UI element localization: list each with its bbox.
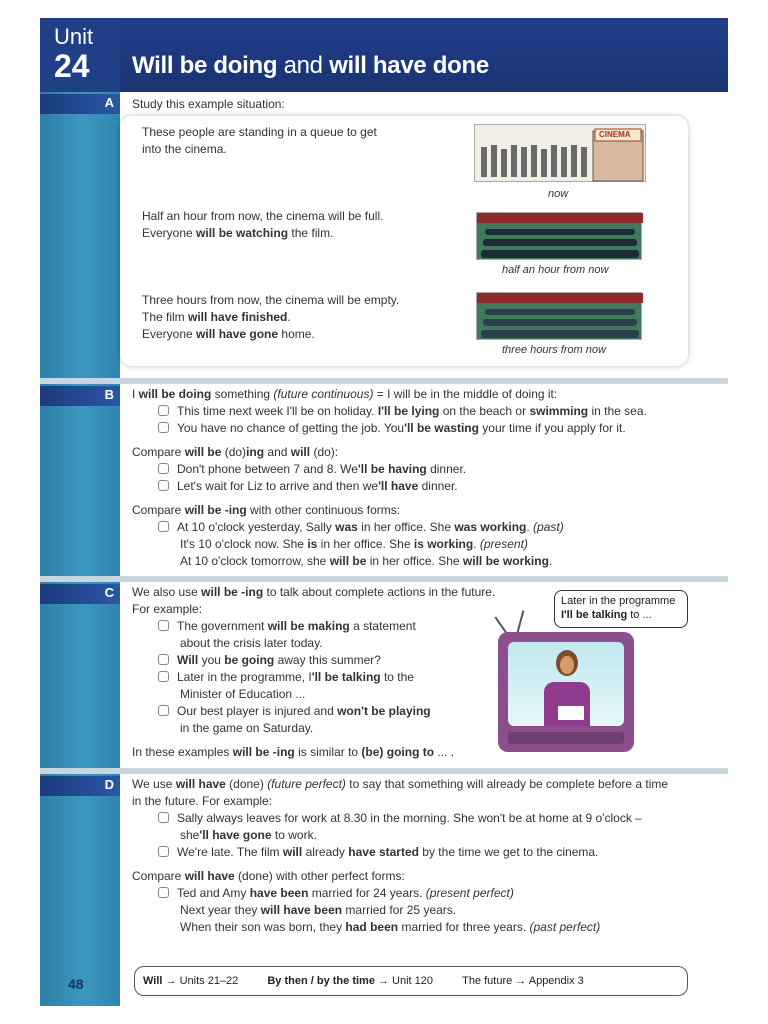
presenter-face — [560, 656, 574, 674]
page — [40, 18, 728, 1006]
page-title: Will be doing and will have done — [132, 52, 489, 79]
section-tab-a — [40, 94, 120, 114]
section-d-content: We use will have (done) (future perfect) to say that something will already be complete before a time in the future. For example: Sally always leaves for work at 8.30 in the morning. She won't be at home at 9 o'clock – she'll have gone to work. We're late. The film will already have started by the time we get to the cinema. Compare will have (done) with other perfect forms: Ted and Amy have been married for 24 years. (present perfect) Next year they will have been married for 25 years. When their son was born, they had been married for three years. (past perfect) — [132, 777, 669, 934]
section-letter: C — [104, 585, 114, 600]
section-tab-c — [40, 584, 120, 604]
para-queue: These people are standing in a queue to get into the cinema. — [142, 125, 377, 156]
bullet-icon — [158, 846, 169, 857]
ref-will[interactable]: Will → Units 21–22 — [143, 975, 239, 987]
bullet-icon — [158, 620, 169, 631]
section-letter: B — [104, 387, 114, 402]
section-a-intro: Study this example situation: — [132, 97, 285, 111]
section-b-content: I will be doing something (future continuous) = I will be in the middle of doing it: This time next week I'll be on holiday. I'll be lying on the beach or swimming in the sea. You have no chance of getting the job. You'll be wasting your time if you apply for it. Compare will be (do)ing and will (do): Don't phone between 7 and 8. We'll be having dinner. Let's wait for Liz to arrive and then we'll have dinner. Compare will be -ing with other continuous forms: At 10 o'clock yesterday, Sally was in her office. She was working. (past) It's 10 o'clock now. She is in her office. She is working. (present) At 10 o'clock tomorrow, she will be in her office. She will be working. — [132, 387, 647, 568]
divider — [40, 378, 728, 384]
empty-seats-icon — [477, 293, 643, 341]
caption-three-hours: three hours from now — [502, 344, 606, 356]
bullet-icon — [158, 705, 169, 716]
cross-reference-box — [134, 966, 688, 996]
divider — [40, 768, 728, 774]
empty-cinema-illustration — [476, 292, 642, 340]
para-empty: Three hours from now, the cinema will be empty. The film will have finished. Everyone will have gone home. — [142, 293, 400, 341]
cinema-sign: CINEMA — [599, 130, 631, 139]
section-c-content: We also use will be -ing to talk about complete actions in the future. For example: The government will be making a statement about the crisis later today. Will you be going away this summer? Later in the programme, I'll be talking to the Minister of Education ... Our best player is injured and won't be playing in the game on Saturday. In these examples will be -ing is similar to (be) going to ... . — [132, 585, 496, 759]
caption-now: now — [548, 188, 569, 200]
section-tab-d — [40, 776, 120, 796]
bullet-icon — [158, 812, 169, 823]
section-letter: D — [104, 777, 114, 792]
tv-controls — [508, 732, 624, 744]
sidebar — [40, 18, 120, 1006]
unit-label: Unit — [54, 24, 94, 49]
bullet-icon — [158, 521, 169, 532]
bullet-icon — [158, 671, 169, 682]
tv-screen — [508, 642, 624, 726]
page-number: 48 — [68, 976, 84, 992]
audience-icon — [477, 213, 643, 261]
example-situation-box — [120, 116, 688, 366]
bullet-icon — [158, 480, 169, 491]
bullet-icon — [158, 422, 169, 433]
tv-illustration — [498, 632, 634, 752]
full-cinema-illustration — [476, 212, 642, 260]
bullet-icon — [158, 654, 169, 665]
title-banner — [120, 18, 728, 92]
queue-illustration — [474, 124, 646, 182]
paper-icon — [558, 706, 584, 720]
ref-by-then[interactable]: By then / by the time → Unit 120 — [267, 975, 434, 987]
ref-future[interactable]: The future → Appendix 3 — [462, 975, 584, 987]
bullet-icon — [158, 887, 169, 898]
section-letter: A — [104, 95, 114, 110]
bullet-icon — [158, 463, 169, 474]
para-full: Half an hour from now, the cinema will be full. Everyone will be watching the film. — [142, 209, 384, 240]
unit-badge — [40, 18, 120, 92]
caption-half-hour: half an hour from now — [502, 264, 609, 276]
bullet-icon — [158, 405, 169, 416]
section-tab-b — [40, 386, 120, 406]
divider — [40, 576, 728, 582]
speech-bubble: Later in the programme I'll be talking to ... — [554, 590, 688, 628]
unit-number: 24 — [54, 48, 90, 84]
